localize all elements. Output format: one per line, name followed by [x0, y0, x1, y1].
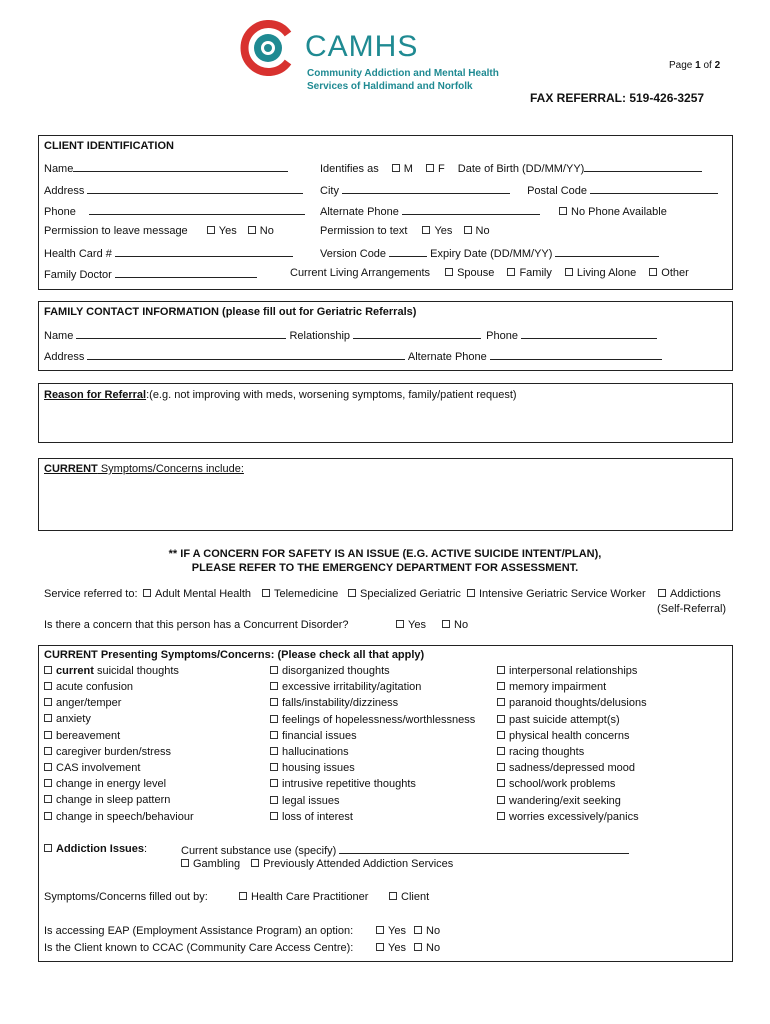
- symptom-checkbox[interactable]: [497, 763, 505, 771]
- symptom-item: [497, 665, 647, 681]
- symptom-checkbox[interactable]: [270, 666, 278, 674]
- service-adult-mh-checkbox[interactable]: [143, 589, 151, 597]
- symptoms-column-3: [497, 665, 647, 827]
- current-symptoms-label: CURRENT Symptoms/Concerns include:: [44, 463, 244, 475]
- symptom-checkbox[interactable]: [497, 682, 505, 690]
- symptom-label: anger/temper: [56, 697, 122, 710]
- symptom-label: hallucinations: [282, 745, 349, 758]
- symptom-checkbox[interactable]: [270, 731, 278, 739]
- symptom-item: [497, 762, 647, 778]
- concurrent-no: No: [442, 619, 468, 631]
- symptom-label: wandering/exit seeking: [509, 794, 621, 807]
- service-igsw-checkbox[interactable]: [467, 589, 475, 597]
- version-code-row: Version Code Expiry Date (DD/MM/YY): [320, 246, 659, 260]
- symptom-label: falls/instability/dizziness: [282, 697, 399, 710]
- symptom-checkbox[interactable]: [44, 795, 52, 803]
- service-geriatric-checkbox[interactable]: [348, 589, 356, 597]
- symptom-item: [270, 746, 475, 762]
- symptom-label: bereavement: [56, 729, 121, 742]
- symptom-checkbox[interactable]: [44, 731, 52, 739]
- symptom-item: [44, 762, 194, 778]
- page-indicator: Page 1 of 2: [669, 60, 721, 71]
- service-addictions: Addictions: [658, 588, 721, 600]
- living-alone-checkbox[interactable]: [565, 268, 573, 276]
- symptom-item: [270, 811, 475, 827]
- client-city-row: City Postal Code: [320, 183, 718, 197]
- concurrent-disorder-question: Is there a concern that this person has a Concurrent Disorder?: [44, 619, 349, 631]
- symptom-item: [44, 746, 194, 762]
- filled-by-client-checkbox[interactable]: [389, 892, 397, 900]
- eap-no: No: [414, 925, 440, 937]
- ccac-no: No: [414, 942, 440, 954]
- symptoms-column-2: [270, 665, 475, 827]
- symptom-item: [497, 697, 647, 713]
- symptom-item: [270, 665, 475, 681]
- family-contact-row1: Name Relationship Phone: [44, 328, 657, 342]
- logo-line1: Community Addiction and Mental Health: [307, 68, 499, 79]
- version-code-field[interactable]: [389, 246, 427, 257]
- perm-message-yes-checkbox[interactable]: [207, 226, 215, 234]
- symptom-checkbox[interactable]: [270, 812, 278, 820]
- symptom-label: CAS involvement: [56, 761, 141, 774]
- substance-use-row: Current substance use (specify): [181, 843, 629, 857]
- family-name-field[interactable]: [76, 328, 286, 339]
- filled-by-hcp-checkbox[interactable]: [239, 892, 247, 900]
- symptom-label: memory impairment: [509, 681, 607, 694]
- symptom-item: [497, 746, 647, 762]
- client-address-row: Address: [44, 183, 303, 197]
- filled-by-label: Symptoms/Concerns filled out by:: [44, 891, 208, 903]
- client-phone-row: Phone: [44, 204, 305, 218]
- family-address-field[interactable]: [87, 349, 405, 360]
- logo-title: CAMHS: [305, 30, 419, 63]
- relationship-field[interactable]: [353, 328, 481, 339]
- service-addictions-sub: (Self-Referral): [657, 603, 727, 615]
- reason-for-referral-label: Reason for Referral:(e.g. not improving with meds, worsening symptoms, family/patient request): [44, 389, 517, 401]
- living-other-checkbox[interactable]: [649, 268, 657, 276]
- identifies-m-checkbox[interactable]: [392, 164, 400, 172]
- symptom-label: racing thoughts: [509, 745, 585, 758]
- ccac-yes-checkbox[interactable]: [376, 943, 384, 951]
- ccac-no-checkbox[interactable]: [414, 943, 422, 951]
- concurrent-yes: Yes: [396, 619, 426, 631]
- symptom-checkbox[interactable]: [44, 682, 52, 690]
- symptom-checkbox[interactable]: [44, 714, 52, 722]
- perm-text-no-checkbox[interactable]: [464, 226, 472, 234]
- identifies-f-checkbox[interactable]: [426, 164, 434, 172]
- fax-referral: FAX REFERRAL: 519-426-3257: [530, 91, 705, 105]
- family-alt-phone-field[interactable]: [490, 349, 662, 360]
- family-doctor-row: Family Doctor: [44, 267, 257, 281]
- living-family-checkbox[interactable]: [507, 268, 515, 276]
- symptom-label: legal issues: [282, 794, 340, 807]
- symptom-item: [270, 697, 475, 713]
- gambling-checkbox[interactable]: [181, 859, 189, 867]
- symptom-item: [270, 762, 475, 778]
- symptom-item: [44, 681, 194, 697]
- symptom-checkbox[interactable]: [497, 731, 505, 739]
- symptom-checkbox[interactable]: [44, 666, 52, 674]
- dob-field[interactable]: [584, 161, 702, 172]
- addiction-issues-checkbox[interactable]: [44, 844, 52, 852]
- symptom-item: [44, 778, 194, 794]
- symptom-label: feelings of hopelessness/worthlessness: [282, 713, 476, 726]
- symptom-item: [497, 714, 647, 730]
- symptom-checkbox[interactable]: [44, 747, 52, 755]
- client-city-field[interactable]: [342, 183, 510, 194]
- filled-by-hcp: Health Care Practitioner: [239, 891, 368, 903]
- symptom-checkbox[interactable]: [270, 715, 278, 723]
- logo-line2: Services of Haldimand and Norfolk: [307, 81, 473, 92]
- symptom-item: [270, 681, 475, 697]
- family-doctor-field[interactable]: [115, 267, 257, 278]
- living-spouse-checkbox[interactable]: [445, 268, 453, 276]
- concurrent-no-checkbox[interactable]: [442, 620, 450, 628]
- no-phone-checkbox[interactable]: [559, 207, 567, 215]
- symptom-item: [497, 795, 647, 811]
- symptom-label: paranoid thoughts/delusions: [509, 697, 647, 710]
- concurrent-yes-checkbox[interactable]: [396, 620, 404, 628]
- eap-yes-checkbox[interactable]: [376, 926, 384, 934]
- eap-no-checkbox[interactable]: [414, 926, 422, 934]
- symptom-item: [270, 730, 475, 746]
- symptom-item: [497, 778, 647, 794]
- symptom-item: [44, 794, 194, 810]
- symptom-item: [497, 730, 647, 746]
- symptom-item: [44, 811, 194, 827]
- ccac-yes: Yes: [376, 942, 406, 954]
- symptom-checkbox[interactable]: [270, 763, 278, 771]
- safety-warning-line2: PLEASE REFER TO THE EMERGENCY DEPARTMENT FOR ASSESSMENT.: [191, 562, 579, 574]
- symptom-label: caregiver burden/stress: [56, 745, 171, 758]
- symptom-item: [270, 778, 475, 794]
- postal-code-field[interactable]: [590, 183, 718, 194]
- symptom-checkbox[interactable]: [270, 698, 278, 706]
- symptom-checkbox[interactable]: [44, 812, 52, 820]
- service-telemedicine-checkbox[interactable]: [262, 589, 270, 597]
- symptom-label: acute confusion: [56, 681, 134, 693]
- client-phone-field[interactable]: [89, 204, 305, 215]
- symptom-checkbox[interactable]: [497, 812, 505, 820]
- camhs-logo-icon: [240, 20, 296, 76]
- symptom-checkbox[interactable]: [44, 763, 52, 771]
- service-addictions-checkbox[interactable]: [658, 589, 666, 597]
- safety-warning-line1: ** IF A CONCERN FOR SAFETY IS AN ISSUE (E.G. ACTIVE SUICIDE INTENT/PLAN),: [168, 548, 602, 560]
- permission-message-row: Permission to leave message Yes No: [44, 225, 274, 237]
- symptom-label: school/work problems: [509, 778, 616, 791]
- gambling-row: Gambling Previously Attended Addiction Services: [181, 858, 453, 870]
- prev-attended-checkbox[interactable]: [251, 859, 259, 867]
- perm-message-no-checkbox[interactable]: [248, 226, 256, 234]
- eap-question: Is accessing EAP (Employment Assistance Program) an option:: [44, 925, 354, 937]
- symptom-checkbox[interactable]: [44, 698, 52, 706]
- symptom-checkbox[interactable]: [270, 682, 278, 690]
- family-phone-field[interactable]: [521, 328, 657, 339]
- symptom-label: excessive irritability/agitation: [282, 681, 422, 694]
- symptom-label: sadness/depressed mood: [509, 762, 635, 775]
- symptom-item: [497, 681, 647, 697]
- symptom-checkbox[interactable]: [497, 779, 505, 787]
- addiction-issues-label: Addiction Issues:: [44, 843, 147, 855]
- symptom-label: physical health concerns: [509, 729, 630, 742]
- service-adult-mh: Adult Mental Health: [143, 588, 251, 600]
- symptom-item: [270, 795, 475, 811]
- symptom-label: past suicide attempt(s): [509, 713, 620, 726]
- client-name-row: Name: [44, 161, 288, 175]
- symptom-item: [44, 697, 194, 713]
- symptom-label: intrusive repetitive thoughts: [282, 778, 416, 791]
- expiry-field[interactable]: [555, 246, 659, 257]
- symptom-checkbox[interactable]: [497, 715, 505, 723]
- client-name-field[interactable]: [73, 161, 288, 172]
- filled-by-client: Client: [389, 891, 429, 903]
- service-referred-label: Service referred to:: [44, 588, 138, 600]
- symptom-label: interpersonal relationships: [509, 665, 638, 677]
- health-card-row: Health Card #: [44, 246, 293, 260]
- symptom-label: financial issues: [282, 729, 357, 742]
- living-arrangements-row: Current Living Arrangements Spouse Family Living Alone Other: [290, 267, 689, 279]
- client-alt-phone-row: Alternate Phone No Phone Available: [320, 206, 667, 218]
- symptom-current-suicidal: current suicidal thoughts: [44, 665, 179, 677]
- symptom-item: [44, 713, 194, 729]
- symptom-label: disorganized thoughts: [282, 665, 390, 677]
- symptom-label: anxiety: [56, 713, 91, 726]
- symptom-checkbox[interactable]: [44, 779, 52, 787]
- ccac-question: Is the Client known to CCAC (Community Care Access Centre):: [44, 942, 354, 954]
- client-alt-phone-field[interactable]: [402, 204, 540, 215]
- symptom-label: housing issues: [282, 762, 355, 775]
- family-contact-title: FAMILY CONTACT INFORMATION (please fill out for Geriatric Referrals): [44, 306, 417, 318]
- permission-text-row: Permission to text Yes No: [320, 225, 490, 237]
- symptom-label: change in energy level: [56, 778, 167, 791]
- family-contact-row2: Address Alternate Phone: [44, 349, 662, 363]
- symptom-checkbox[interactable]: [497, 698, 505, 706]
- symptom-checkbox[interactable]: [270, 779, 278, 787]
- symptom-checkbox[interactable]: [497, 666, 505, 674]
- symptom-checkbox[interactable]: [270, 796, 278, 804]
- eap-yes: Yes: [376, 925, 406, 937]
- substance-use-field[interactable]: [339, 843, 629, 854]
- client-address-field[interactable]: [87, 183, 303, 194]
- symptom-item: [44, 730, 194, 746]
- symptom-label: change in sleep pattern: [56, 794, 171, 807]
- symptom-label: change in speech/behaviour: [56, 810, 194, 823]
- health-card-field[interactable]: [115, 246, 293, 257]
- symptom-item: [497, 811, 647, 827]
- service-igsw: Intensive Geriatric Service Worker: [467, 588, 646, 600]
- client-identification-title: CLIENT IDENTIFICATION: [44, 140, 174, 152]
- symptom-label: worries excessively/panics: [509, 810, 639, 823]
- service-geriatric: Specialized Geriatric: [348, 588, 461, 600]
- presenting-symptoms-title: CURRENT Presenting Symptoms/Concerns: (Please check all that apply): [44, 649, 425, 661]
- symptom-item: [270, 714, 475, 730]
- service-telemedicine: Telemedicine: [262, 588, 338, 600]
- symptom-checkbox[interactable]: [270, 747, 278, 755]
- symptoms-column-1: [44, 681, 194, 827]
- symptom-checkbox[interactable]: [497, 747, 505, 755]
- identifies-as-row: Identifies as M F Date of Birth (DD/MM/YY): [320, 161, 702, 175]
- perm-text-yes-checkbox[interactable]: [422, 226, 430, 234]
- symptom-label: loss of interest: [282, 810, 353, 823]
- symptom-checkbox[interactable]: [497, 796, 505, 804]
